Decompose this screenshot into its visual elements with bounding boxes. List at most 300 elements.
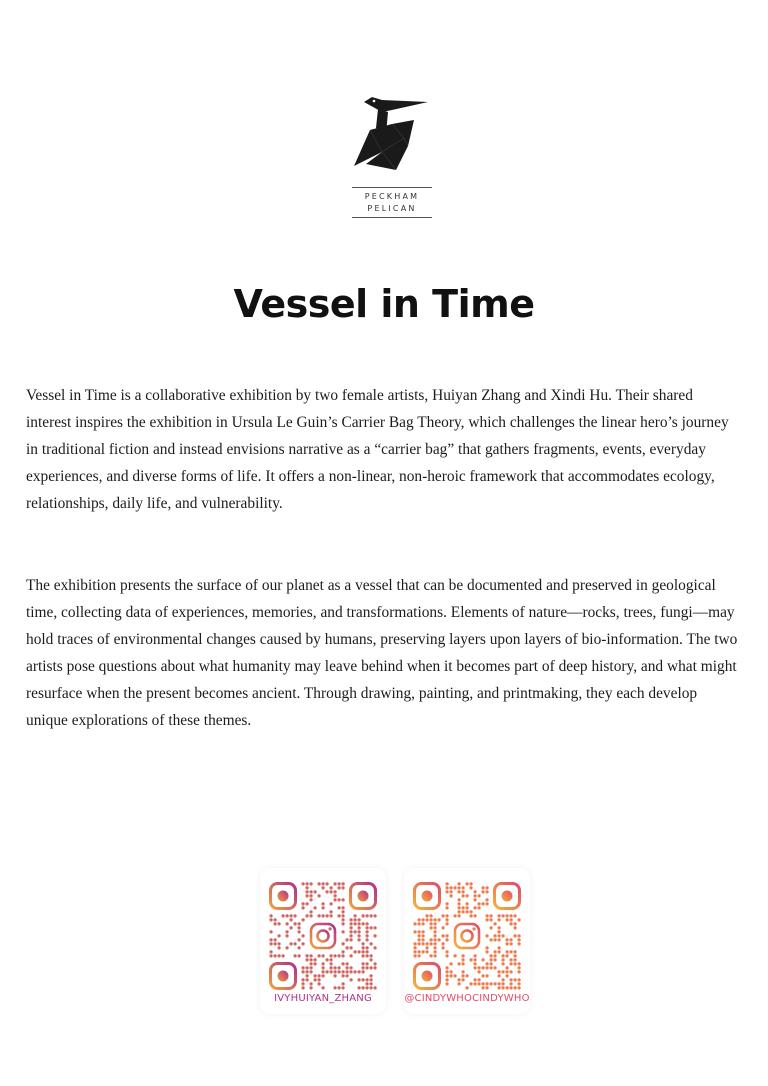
qr-dot <box>277 922 280 925</box>
qr-dot <box>465 974 468 977</box>
qr-dot <box>349 978 352 981</box>
qr-dot <box>305 958 308 961</box>
qr-dot <box>509 982 512 985</box>
qr-card-ivyhuiyan[interactable] <box>260 868 386 1014</box>
qr-dot <box>421 922 424 925</box>
qr-dot <box>337 906 340 909</box>
qr-dot <box>485 886 488 889</box>
qr-dot <box>433 926 436 929</box>
instagram-handle-cindywho[interactable]: @CINDYWHOCINDYWHO <box>404 993 530 1004</box>
qr-dot <box>349 930 352 933</box>
qr-dot <box>493 938 496 941</box>
qr-dot <box>321 962 324 965</box>
qr-dot <box>433 934 436 937</box>
qr-dot <box>461 974 464 977</box>
qr-dot <box>329 958 332 961</box>
qr-dot <box>421 930 424 933</box>
qr-dot <box>477 966 480 969</box>
qr-dot <box>333 974 336 977</box>
qr-dot <box>453 914 456 917</box>
qr-dot <box>301 986 304 989</box>
qr-dot <box>309 986 312 989</box>
qr-dot <box>333 986 336 989</box>
qr-dot <box>349 954 352 957</box>
qr-dot <box>341 982 344 985</box>
qr-dot <box>481 958 484 961</box>
qr-dot <box>269 914 272 917</box>
qr-dot <box>345 966 348 969</box>
page-title: Vessel in Time <box>233 282 535 326</box>
qr-dot <box>337 898 340 901</box>
qr-dot <box>317 914 320 917</box>
qr-dot <box>321 902 324 905</box>
qr-dot <box>345 962 348 965</box>
qr-dot <box>289 942 292 945</box>
qr-dot <box>353 914 356 917</box>
qr-dot <box>445 906 448 909</box>
qr-dot <box>273 938 276 941</box>
qr-dot <box>369 974 372 977</box>
qr-dot <box>445 922 448 925</box>
qr-dot <box>461 894 464 897</box>
qr-dot <box>321 966 324 969</box>
qr-dot <box>493 954 496 957</box>
qr-dot <box>353 970 356 973</box>
qr-dot <box>341 882 344 885</box>
qr-dot <box>477 982 480 985</box>
qr-dot <box>465 910 468 913</box>
qr-dot <box>373 926 376 929</box>
qr-dot <box>325 970 328 973</box>
qr-dot <box>361 978 364 981</box>
exhibition-paragraph: The exhibition presents the surface of our planet as a vessel that can be documented and preserved in geological time, collecting data of experiences, memories, and transformations. Elements of nature—rocks, trees, fungi—may hold traces of environmental changes caused by humans, preserving layers upon layers of bio-information. The two artists pose questions about what humanity may leave behind when it becomes part of deep history, and what might resurface when the present becomes ancient. Through drawing, painting, and printmaking, they each develop unique explorations of these themes. <box>26 577 738 729</box>
qr-dot <box>469 982 472 985</box>
qr-dot <box>321 906 324 909</box>
qr-dot <box>277 954 280 957</box>
qr-dot <box>481 890 484 893</box>
qr-dot <box>477 894 480 897</box>
qr-dot <box>477 978 480 981</box>
qr-dot <box>461 954 464 957</box>
qr-card-cindywho[interactable] <box>404 868 530 1014</box>
logo-text-pelican: PELICAN <box>367 204 417 213</box>
qr-dot <box>353 922 356 925</box>
qr-dot <box>297 926 300 929</box>
qr-dot <box>493 966 496 969</box>
qr-dot <box>297 930 300 933</box>
qr-dot <box>317 978 320 981</box>
qr-dot <box>485 986 488 989</box>
qr-dot <box>337 986 340 989</box>
qr-dot <box>489 958 492 961</box>
qr-dot <box>345 970 348 973</box>
qr-dot <box>361 946 364 949</box>
qr-dot <box>421 918 424 921</box>
qr-dot <box>305 890 308 893</box>
qr-dot <box>273 918 276 921</box>
qr-dot <box>361 922 364 925</box>
qr-dot <box>505 974 508 977</box>
qr-dot <box>341 970 344 973</box>
qr-dot <box>341 906 344 909</box>
qr-finder-inner <box>422 891 433 902</box>
qr-dot <box>505 918 508 921</box>
qr-dot <box>517 982 520 985</box>
qr-dot <box>305 974 308 977</box>
qr-dot <box>505 954 508 957</box>
qr-dot <box>497 930 500 933</box>
qr-dot <box>445 882 448 885</box>
qr-dot <box>433 918 436 921</box>
qr-dot <box>429 942 432 945</box>
qr-dot <box>321 974 324 977</box>
qr-dot <box>321 954 324 957</box>
qr-dot <box>489 982 492 985</box>
qr-dot <box>421 950 424 953</box>
qr-dot <box>369 914 372 917</box>
qr-dot <box>445 954 448 957</box>
qr-dot <box>445 982 448 985</box>
qr-dot <box>473 962 476 965</box>
qr-dot <box>517 966 520 969</box>
qr-dot <box>513 934 516 937</box>
qr-dot <box>449 894 452 897</box>
qr-dot <box>337 882 340 885</box>
qr-dot <box>485 974 488 977</box>
qr-dot <box>269 950 272 953</box>
qr-dot <box>341 886 344 889</box>
instagram-handle-ivyhuiyan[interactable]: IVYHUIYAN_ZHANG <box>274 993 372 1004</box>
qr-dot <box>461 970 464 973</box>
qr-dot <box>437 918 440 921</box>
qr-dot <box>361 950 364 953</box>
qr-dot <box>369 982 372 985</box>
qr-finder-inner <box>278 891 289 902</box>
qr-dot <box>489 966 492 969</box>
qr-dot <box>313 962 316 965</box>
qr-dot <box>513 914 516 917</box>
qr-dot <box>465 894 468 897</box>
qr-dot <box>465 906 468 909</box>
qr-dot <box>457 902 460 905</box>
qr-dot <box>361 962 364 965</box>
qr-dot <box>369 986 372 989</box>
qr-dot <box>357 918 360 921</box>
qr-dot <box>445 918 448 921</box>
qr-dot <box>453 954 456 957</box>
qr-dot <box>473 982 476 985</box>
qr-dot <box>469 958 472 961</box>
qr-dot <box>489 914 492 917</box>
qr-dot <box>461 910 464 913</box>
qr-dot <box>301 970 304 973</box>
qr-dot <box>457 906 460 909</box>
qr-dot <box>293 954 296 957</box>
qr-dot <box>353 918 356 921</box>
qr-dot <box>469 882 472 885</box>
qr-dot <box>297 946 300 949</box>
qr-dot <box>309 882 312 885</box>
qr-dot <box>333 882 336 885</box>
qr-dot <box>457 914 460 917</box>
qr-dot <box>505 914 508 917</box>
qr-dot <box>489 938 492 941</box>
qr-dot <box>509 970 512 973</box>
qr-dot <box>513 978 516 981</box>
qr-dot <box>349 938 352 941</box>
qr-dot <box>317 954 320 957</box>
qr-dot <box>445 902 448 905</box>
qr-dot <box>433 930 436 933</box>
qr-dot <box>477 906 480 909</box>
qr-dot <box>417 938 420 941</box>
qr-dot <box>445 934 448 937</box>
qr-dot <box>349 970 352 973</box>
qr-dot <box>457 886 460 889</box>
qr-dot <box>369 966 372 969</box>
qr-dot <box>349 966 352 969</box>
qr-dot <box>305 894 308 897</box>
qr-dot <box>341 950 344 953</box>
qr-dot <box>465 986 468 989</box>
qr-dot <box>329 914 332 917</box>
qr-dot <box>485 902 488 905</box>
qr-dot <box>445 886 448 889</box>
qr-dot <box>473 894 476 897</box>
qr-dot <box>365 926 368 929</box>
qr-dot <box>453 974 456 977</box>
qr-dot <box>517 962 520 965</box>
qr-code-cindywho[interactable] <box>413 882 521 990</box>
qr-dot <box>269 930 272 933</box>
qr-dot <box>365 962 368 965</box>
qr-dot <box>297 954 300 957</box>
qr-dot <box>309 914 312 917</box>
qr-dot <box>329 910 332 913</box>
qr-dot <box>321 986 324 989</box>
qr-dot <box>309 966 312 969</box>
qr-dot <box>337 954 340 957</box>
qr-dot <box>341 930 344 933</box>
qr-dot <box>369 926 372 929</box>
qr-dot <box>373 934 376 937</box>
qr-dot <box>469 914 472 917</box>
qr-dot <box>357 986 360 989</box>
qr-dot <box>457 982 460 985</box>
qr-dot <box>317 882 320 885</box>
qr-dot <box>309 898 312 901</box>
qr-dot <box>429 926 432 929</box>
qr-dot <box>273 954 276 957</box>
qr-dot <box>301 982 304 985</box>
qr-dot <box>293 922 296 925</box>
qr-dot <box>309 954 312 957</box>
qr-dot <box>341 910 344 913</box>
qr-dot <box>513 986 516 989</box>
qr-dot <box>417 950 420 953</box>
qr-dot <box>297 922 300 925</box>
qr-dot <box>301 978 304 981</box>
qr-dot <box>501 970 504 973</box>
qr-dot <box>313 906 316 909</box>
qr-dot <box>449 974 452 977</box>
qr-dot <box>445 890 448 893</box>
qr-dot <box>341 918 344 921</box>
qr-dot <box>489 954 492 957</box>
qr-dot <box>293 914 296 917</box>
qr-dot <box>309 890 312 893</box>
qr-dot <box>509 962 512 965</box>
qr-dot <box>357 978 360 981</box>
qr-dot <box>421 938 424 941</box>
qr-dot <box>473 906 476 909</box>
qr-dot <box>417 954 420 957</box>
qr-dot <box>501 986 504 989</box>
qr-dot <box>305 954 308 957</box>
qr-dot <box>289 918 292 921</box>
qr-dot <box>481 966 484 969</box>
qr-dot <box>305 966 308 969</box>
qr-dot <box>517 978 520 981</box>
qr-dot <box>429 954 432 957</box>
qr-dot <box>333 966 336 969</box>
qr-dot <box>493 922 496 925</box>
qr-dot <box>269 938 272 941</box>
qr-dot <box>333 894 336 897</box>
qr-dot <box>365 946 368 949</box>
qr-dot <box>425 942 428 945</box>
qr-dot <box>477 970 480 973</box>
qr-dot <box>329 890 332 893</box>
qr-dot <box>517 970 520 973</box>
qr-dot <box>517 986 520 989</box>
qr-dot <box>461 958 464 961</box>
qr-dot <box>513 958 516 961</box>
qr-dot <box>305 882 308 885</box>
qr-dot <box>369 954 372 957</box>
qr-dot <box>445 914 448 917</box>
qr-dot <box>485 898 488 901</box>
qr-dot <box>365 982 368 985</box>
qr-dot <box>473 890 476 893</box>
qr-dot <box>313 978 316 981</box>
qr-dot <box>497 934 500 937</box>
pelican-icon <box>352 94 432 184</box>
qr-dot <box>417 942 420 945</box>
qr-code-ivyhuiyan[interactable] <box>269 882 377 990</box>
qr-dot <box>433 938 436 941</box>
qr-dot <box>425 950 428 953</box>
qr-dot <box>429 938 432 941</box>
logo-text-peckham: PECKHAM <box>364 192 420 201</box>
qr-dot <box>321 970 324 973</box>
qr-dot <box>305 978 308 981</box>
qr-dot <box>509 958 512 961</box>
qr-dot <box>505 986 508 989</box>
qr-dot <box>417 930 420 933</box>
qr-dot <box>453 886 456 889</box>
qr-dot <box>473 958 476 961</box>
qr-dot <box>349 946 352 949</box>
qr-dot <box>317 894 320 897</box>
qr-dot <box>441 934 444 937</box>
qr-dot <box>517 938 520 941</box>
qr-dot <box>517 942 520 945</box>
qr-dot <box>441 914 444 917</box>
qr-dot <box>313 958 316 961</box>
qr-dot <box>433 922 436 925</box>
qr-dot <box>357 926 360 929</box>
qr-dot <box>493 950 496 953</box>
qr-dot <box>329 962 332 965</box>
qr-dot <box>329 970 332 973</box>
qr-dot <box>461 962 464 965</box>
qr-dot <box>341 914 344 917</box>
qr-dot <box>413 946 416 949</box>
qr-dot <box>445 966 448 969</box>
qr-dot <box>361 970 364 973</box>
qr-dot <box>321 882 324 885</box>
qr-dot <box>357 930 360 933</box>
qr-dot <box>505 970 508 973</box>
qr-dot <box>341 922 344 925</box>
qr-dot <box>497 982 500 985</box>
qr-dot <box>309 982 312 985</box>
qr-dot <box>457 882 460 885</box>
qr-dot <box>309 910 312 913</box>
qr-dot <box>485 982 488 985</box>
qr-dot <box>445 978 448 981</box>
qr-dot <box>465 902 468 905</box>
qr-dot <box>497 950 500 953</box>
qr-dot <box>345 974 348 977</box>
qr-dot <box>425 914 428 917</box>
qr-dot <box>461 906 464 909</box>
qr-dot <box>349 922 352 925</box>
qr-dot <box>277 946 280 949</box>
intro-paragraph: Vessel in Time is a collaborative exhibition by two female artists, Huiyan Zhang and Xindi Hu. Their shared interest inspires the exhibition in Ursula Le Guin’s Carrier Bag Theory, which challenges the linear hero’s journey in traditional fiction and instead envisions narrative as a “carrier bag” that gathers fragments, events, everyday experiences, and diverse forms of life. It offers a non-linear, non-heroic framework that accommodates ecology, relationships, daily life, and vulnerability. <box>26 387 729 512</box>
qr-dot <box>417 934 420 937</box>
qr-dot <box>365 922 368 925</box>
qr-dot <box>449 962 452 965</box>
qr-finder-inner <box>502 891 513 902</box>
qr-dot <box>497 938 500 941</box>
qr-dot <box>353 950 356 953</box>
qr-dot <box>485 890 488 893</box>
qr-dot <box>509 918 512 921</box>
qr-dot <box>361 942 364 945</box>
qr-dot <box>485 934 488 937</box>
qr-dot <box>325 958 328 961</box>
qr-dot <box>357 922 360 925</box>
qr-dot <box>509 938 512 941</box>
qr-dot <box>497 914 500 917</box>
qr-dot <box>309 894 312 897</box>
qr-dot <box>513 950 516 953</box>
qr-dot <box>357 934 360 937</box>
qr-dot <box>445 970 448 973</box>
qr-dot <box>425 918 428 921</box>
qr-dot <box>321 914 324 917</box>
qr-dot <box>329 966 332 969</box>
qr-dot <box>445 974 448 977</box>
qr-dot <box>493 934 496 937</box>
qr-dot <box>349 918 352 921</box>
qr-dot <box>365 934 368 937</box>
qr-finder-inner <box>358 891 369 902</box>
qr-dot <box>313 890 316 893</box>
qr-dot <box>513 922 516 925</box>
